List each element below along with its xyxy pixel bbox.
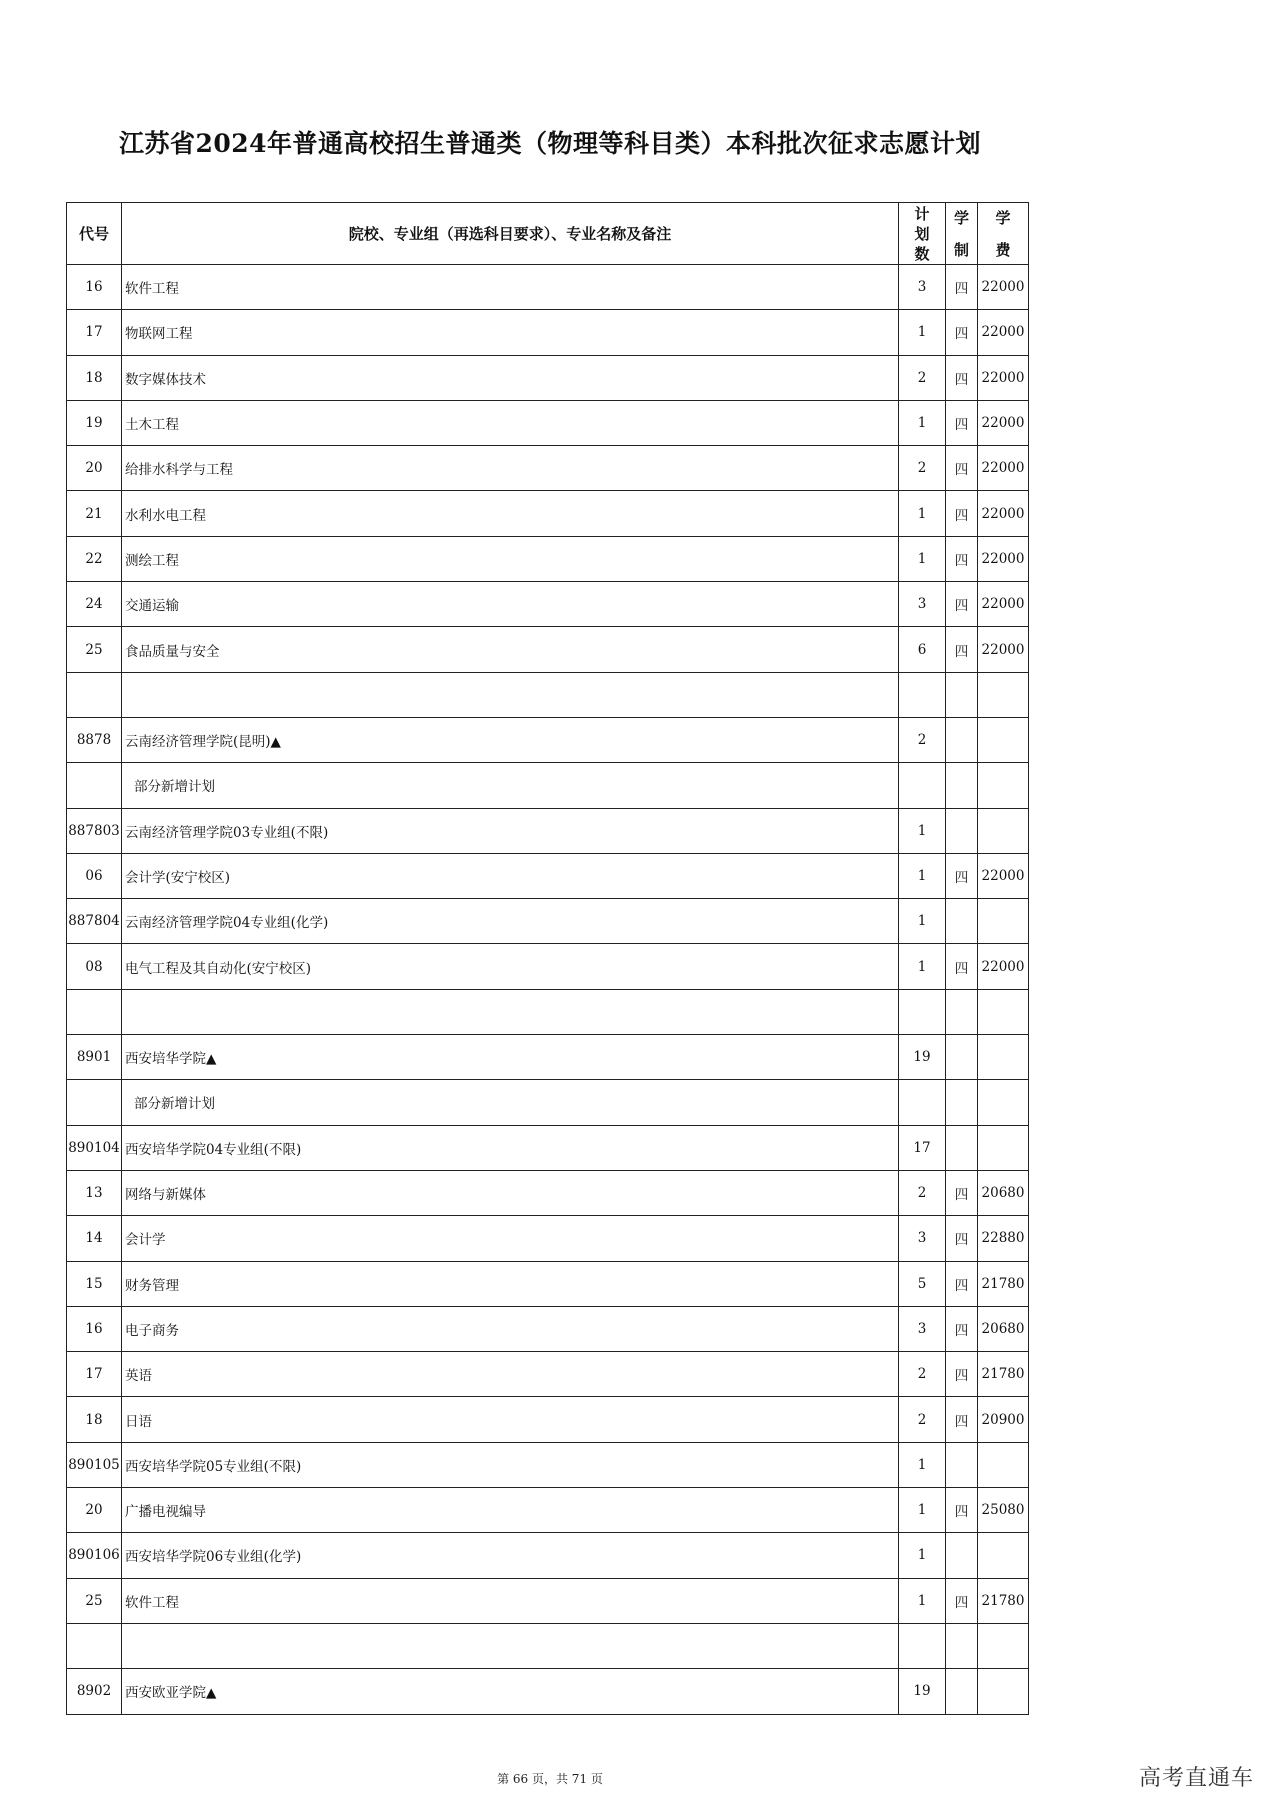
page-title: 江苏省2024年普通高校招生普通类（物理等科目类）本科批次征求志愿计划 [118,129,982,158]
plan-table [66,202,1029,1715]
cell-code: 18 [67,1397,122,1442]
header-code: 代号 [67,203,122,265]
header-duration [946,203,978,265]
cell-code [67,672,122,717]
table-row [67,1352,1029,1397]
cell-code: 890104 [67,1125,122,1170]
table-row [67,1125,1029,1170]
cell-fee: 20900 [978,1397,1029,1442]
cell-name: 数字媒体技术 [122,355,899,400]
cell-plan: 1 [899,808,946,853]
table-body [67,265,1029,1715]
table-row [67,717,1029,762]
header-duration-line: 学 [953,208,969,227]
cell-code: 18 [67,355,122,400]
cell-fee: 22000 [978,446,1029,491]
cell-duration [946,1080,978,1125]
cell-plan: 3 [899,582,946,627]
cell-code: 890105 [67,1442,122,1487]
header-fee [978,203,1029,265]
cell-duration [946,1533,978,1578]
watermark: 高考直通车 [1138,1766,1254,1791]
cell-code [67,763,122,808]
table-row [67,1306,1029,1351]
cell-duration: 四 [946,1170,978,1215]
cell-duration [946,763,978,808]
table-row [67,1216,1029,1261]
cell-plan: 2 [899,1397,946,1442]
cell-fee: 22000 [978,627,1029,672]
cell-fee [978,989,1029,1034]
cell-code: 20 [67,446,122,491]
cell-fee [978,672,1029,717]
table-row [67,1170,1029,1215]
table-row [67,1261,1029,1306]
cell-code: 8902 [67,1669,122,1714]
cell-duration [946,808,978,853]
cell-name: 广播电视编导 [122,1488,899,1533]
cell-code: 15 [67,1261,122,1306]
cell-code: 17 [67,310,122,355]
cell-fee: 22000 [978,265,1029,310]
cell-plan: 3 [899,1216,946,1261]
table-row [67,1397,1029,1442]
table-row [67,1080,1029,1125]
cell-name: 西安培华学院04专业组(不限) [122,1125,899,1170]
cell-fee: 20680 [978,1170,1029,1215]
header-fee-line: 学 [995,208,1011,227]
cell-fee: 22000 [978,355,1029,400]
table-row [67,1035,1029,1080]
cell-plan: 19 [899,1669,946,1714]
cell-fee: 22000 [978,853,1029,898]
cell-plan: 2 [899,1170,946,1215]
cell-fee [978,717,1029,762]
cell-duration: 四 [946,1488,978,1533]
cell-plan: 1 [899,899,946,944]
cell-code [67,1080,122,1125]
cell-fee: 21780 [978,1578,1029,1623]
cell-code: 8901 [67,1035,122,1080]
cell-name: 西安欧亚学院▲ [122,1669,899,1714]
cell-plan: 1 [899,1578,946,1623]
cell-plan: 1 [899,491,946,536]
cell-duration [946,672,978,717]
cell-duration [946,1125,978,1170]
cell-fee: 25080 [978,1488,1029,1533]
cell-code: 887803 [67,808,122,853]
cell-plan: 19 [899,1035,946,1080]
cell-name: 食品质量与安全 [122,627,899,672]
cell-plan [899,763,946,808]
cell-name: 英语 [122,1352,899,1397]
cell-name: 部分新增计划 [122,1080,899,1125]
cell-code: 8878 [67,717,122,762]
cell-code: 13 [67,1170,122,1215]
cell-fee [978,1533,1029,1578]
cell-fee: 22000 [978,582,1029,627]
cell-name: 部分新增计划 [122,763,899,808]
cell-name: 给排水科学与工程 [122,446,899,491]
table-row [67,582,1029,627]
cell-code: 22 [67,536,122,581]
table-row [67,899,1029,944]
header-name: 院校、专业组（再选科目要求）、专业名称及备注 [122,203,899,265]
cell-name [122,989,899,1034]
cell-plan: 2 [899,446,946,491]
cell-duration: 四 [946,1397,978,1442]
cell-code: 21 [67,491,122,536]
cell-name: 财务管理 [122,1261,899,1306]
cell-name: 软件工程 [122,265,899,310]
cell-duration [946,717,978,762]
table-row [67,446,1029,491]
cell-duration: 四 [946,944,978,989]
cell-fee [978,1125,1029,1170]
table-row [67,1578,1029,1623]
table-row [67,400,1029,445]
cell-fee: 21780 [978,1261,1029,1306]
cell-fee [978,808,1029,853]
cell-plan: 2 [899,355,946,400]
page-footer: 第 66 页，共 71 页 [497,1772,603,1786]
cell-plan: 6 [899,627,946,672]
cell-plan: 5 [899,1261,946,1306]
cell-duration: 四 [946,1261,978,1306]
table-row [67,1442,1029,1487]
cell-code: 19 [67,400,122,445]
table-header [67,203,1029,265]
cell-fee: 20680 [978,1306,1029,1351]
cell-plan: 3 [899,265,946,310]
cell-code: 25 [67,627,122,672]
header-plan-line: 计 [914,204,930,223]
cell-fee: 22000 [978,310,1029,355]
cell-plan [899,1623,946,1668]
header-plan-line: 数 [914,244,930,263]
cell-fee [978,1669,1029,1714]
cell-fee: 22000 [978,400,1029,445]
cell-code: 06 [67,853,122,898]
cell-duration: 四 [946,1352,978,1397]
cell-plan: 1 [899,1533,946,1578]
cell-duration: 四 [946,853,978,898]
cell-name: 西安培华学院▲ [122,1035,899,1080]
cell-duration [946,989,978,1034]
cell-name [122,1623,899,1668]
cell-fee [978,899,1029,944]
cell-plan: 1 [899,944,946,989]
cell-name: 会计学(安宁校区) [122,853,899,898]
cell-plan: 1 [899,1488,946,1533]
cell-duration: 四 [946,627,978,672]
cell-duration [946,1669,978,1714]
cell-name: 日语 [122,1397,899,1442]
cell-fee: 21780 [978,1352,1029,1397]
cell-name: 软件工程 [122,1578,899,1623]
table-row [67,310,1029,355]
cell-duration: 四 [946,1578,978,1623]
table-row [67,265,1029,310]
cell-plan: 3 [899,1306,946,1351]
cell-plan: 17 [899,1125,946,1170]
cell-name: 会计学 [122,1216,899,1261]
header-fee-line: 费 [995,240,1011,259]
cell-plan [899,1080,946,1125]
cell-code: 20 [67,1488,122,1533]
cell-plan: 2 [899,1352,946,1397]
cell-duration: 四 [946,536,978,581]
cell-code: 16 [67,265,122,310]
table-row [67,989,1029,1034]
table-row [67,1669,1029,1714]
cell-duration [946,1623,978,1668]
cell-name: 西安培华学院05专业组(不限) [122,1442,899,1487]
table-row [67,763,1029,808]
cell-name: 云南经济管理学院04专业组(化学) [122,899,899,944]
cell-plan: 1 [899,310,946,355]
cell-duration: 四 [946,446,978,491]
cell-duration [946,1442,978,1487]
cell-name: 云南经济管理学院03专业组(不限) [122,808,899,853]
cell-fee [978,763,1029,808]
cell-fee [978,1080,1029,1125]
cell-name: 网络与新媒体 [122,1170,899,1215]
table-row [67,536,1029,581]
cell-duration [946,899,978,944]
cell-duration: 四 [946,491,978,536]
cell-code [67,989,122,1034]
table-row [67,808,1029,853]
cell-duration: 四 [946,265,978,310]
cell-plan [899,989,946,1034]
header-plan-line: 划 [914,224,930,243]
cell-fee: 22880 [978,1216,1029,1261]
table-row [67,491,1029,536]
cell-code: 24 [67,582,122,627]
cell-duration [946,1035,978,1080]
table-row [67,672,1029,717]
cell-duration: 四 [946,310,978,355]
cell-name: 电子商务 [122,1306,899,1351]
cell-name [122,672,899,717]
cell-name: 电气工程及其自动化(安宁校区) [122,944,899,989]
cell-code: 16 [67,1306,122,1351]
cell-name: 物联网工程 [122,310,899,355]
cell-plan: 1 [899,536,946,581]
cell-name: 西安培华学院06专业组(化学) [122,1533,899,1578]
cell-code: 08 [67,944,122,989]
cell-fee: 22000 [978,536,1029,581]
table-row [67,1533,1029,1578]
cell-name: 交通运输 [122,582,899,627]
table-row [67,1623,1029,1668]
cell-name: 水利水电工程 [122,491,899,536]
cell-fee [978,1623,1029,1668]
header-plan [899,203,946,265]
table-row [67,944,1029,989]
cell-code: 890106 [67,1533,122,1578]
header-duration-line: 制 [953,240,969,259]
cell-code: 887804 [67,899,122,944]
cell-duration: 四 [946,582,978,627]
cell-name: 云南经济管理学院(昆明)▲ [122,717,899,762]
cell-plan [899,672,946,717]
cell-plan: 1 [899,853,946,898]
cell-code [67,1623,122,1668]
cell-duration: 四 [946,1306,978,1351]
cell-code: 17 [67,1352,122,1397]
cell-fee [978,1442,1029,1487]
cell-code: 25 [67,1578,122,1623]
cell-name: 测绘工程 [122,536,899,581]
cell-code: 14 [67,1216,122,1261]
cell-fee: 22000 [978,491,1029,536]
table-row [67,627,1029,672]
cell-plan: 2 [899,717,946,762]
cell-duration: 四 [946,355,978,400]
table-row [67,355,1029,400]
table-row [67,853,1029,898]
cell-name: 土木工程 [122,400,899,445]
cell-fee: 22000 [978,944,1029,989]
cell-duration: 四 [946,400,978,445]
cell-plan: 1 [899,1442,946,1487]
cell-duration: 四 [946,1216,978,1261]
table-row [67,1488,1029,1533]
cell-fee [978,1035,1029,1080]
cell-plan: 1 [899,400,946,445]
